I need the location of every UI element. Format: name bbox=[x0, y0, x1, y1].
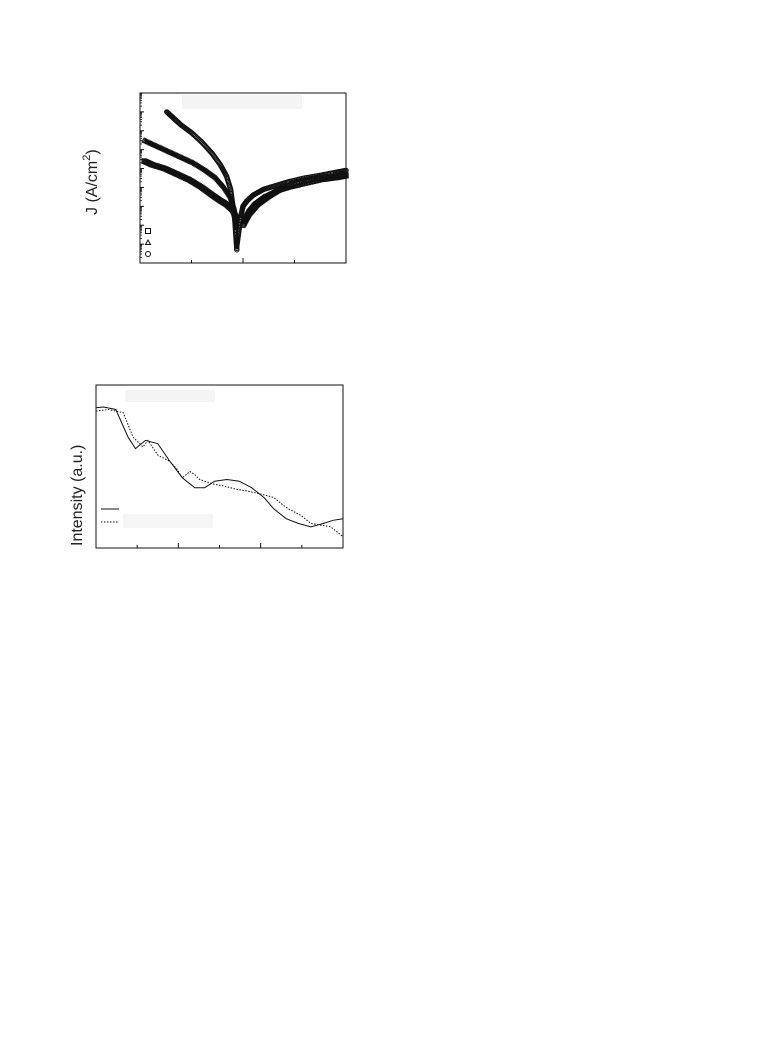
faded-label-box-2 bbox=[125, 390, 215, 402]
faded-legend-box-2 bbox=[123, 514, 213, 528]
legend-marker-circle bbox=[146, 252, 151, 257]
y-axis-label-2: Intensity (a.u.) bbox=[69, 444, 86, 546]
chart-intensity bbox=[69, 385, 343, 548]
y-axis-ticks-1 bbox=[140, 93, 144, 263]
x-axis-ticks-2 bbox=[96, 543, 343, 548]
legend-marker-square bbox=[146, 229, 151, 234]
data-markers-1 bbox=[142, 110, 348, 252]
legend-marker-triangle bbox=[146, 240, 151, 245]
series-line-solid bbox=[96, 407, 343, 527]
y-axis-label-1: J $(A/cm^2)$ bbox=[81, 149, 101, 215]
faded-label-box-1 bbox=[182, 95, 302, 109]
legend-2 bbox=[101, 509, 119, 522]
legend-1 bbox=[146, 229, 151, 257]
x-axis-ticks-1 bbox=[140, 258, 346, 263]
chart-current-density bbox=[81, 93, 348, 263]
